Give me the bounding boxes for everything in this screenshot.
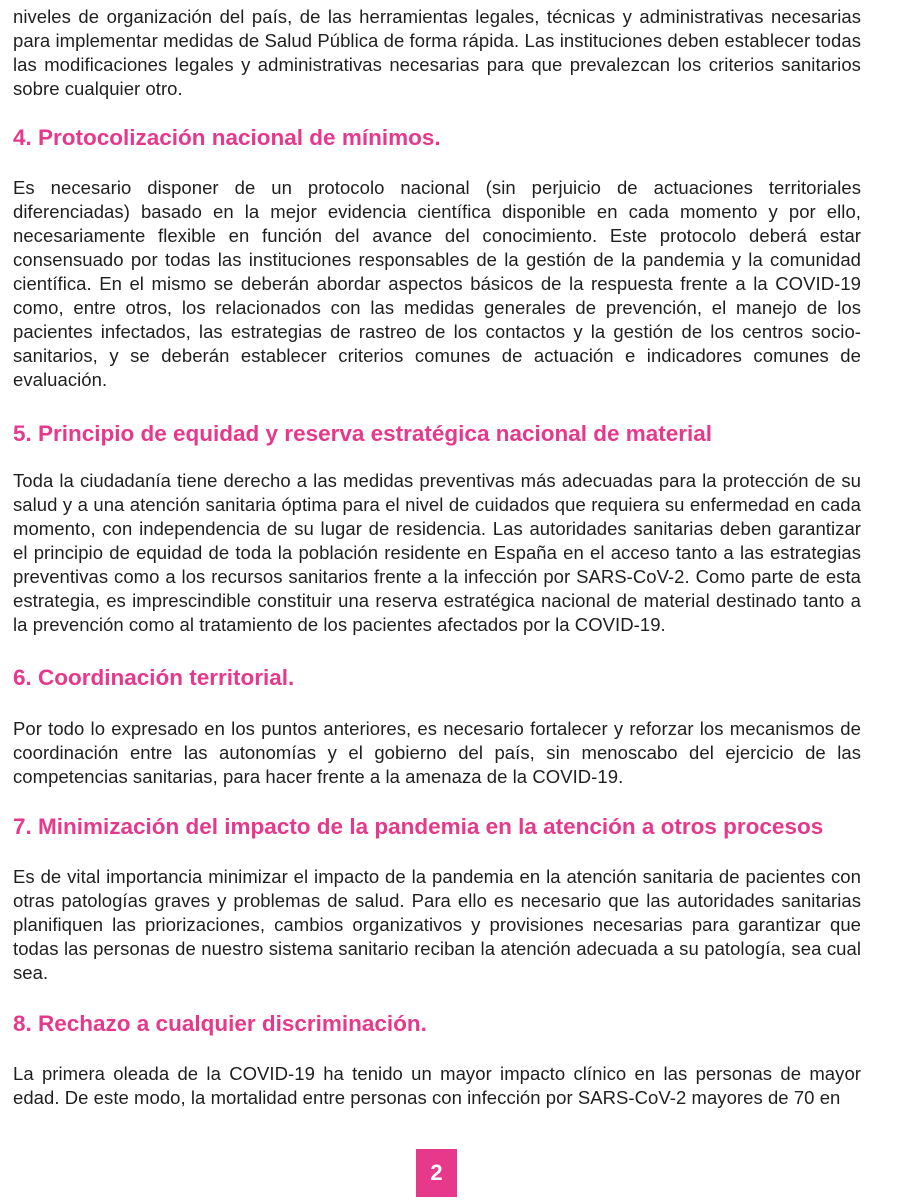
intro-paragraph: niveles de organización del país, de las herramientas legales, técnicas y administrativas necesarias para implementar medidas de Salud Pública de forma rápida. Las instituciones deben establecer todas las modificaciones legales y administrativas necesarias para que prevalezcan los criterios sanitarios sobre cualquier otro. [13,6,861,99]
section-5-heading: 5. Principio de equidad y reserva estratégica nacional de material [13,421,713,446]
section-8-paragraph: La primera oleada de la COVID-19 ha tenido un mayor impacto clínico en las personas de mayor edad. De este modo, la mortalidad entre personas con infección por SARS-CoV-2 mayores de 70 en [13,1063,861,1108]
section-6-heading: 6. Coordinación territorial. [13,665,295,690]
section-7-paragraph: Es de vital importancia minimizar el impacto de la pandemia en la atención sanitaria de pacientes con otras patologías graves y problemas de salud. Para ello es necesario que las autoridades sanitarias planifiquen las priorizaciones, cambios organizativos y provisiones necesarias para garantizar que todas las personas de nuestro sistema sanitario reciban la atención adecuada a su patología, sea cual sea. [13,866,861,983]
section-8-heading: 8. Rechazo a cualquier discriminación. [13,1011,427,1036]
page-number-badge: 2 [416,1149,457,1197]
section-5-paragraph: Toda la ciudadanía tiene derecho a las medidas preventivas más adecuadas para la protección de su salud y a una atención sanitaria óptima para el nivel de cuidados que requiera su enfermedad en cada momento, con independencia de su lugar de residencia. Las autoridades sanitarias deben garantizar el principio de equidad de toda la población residente en España en el acceso tanto a las estrategias preventivas como a los recursos sanitarios frente a la infección por SARS-CoV-2. Como parte de esta estrategia, es imprescindible constituir una reserva estratégica nacional de material destinado tanto a la prevención como al tratamiento de los pacientes afectados por la COVID-19. [13,470,861,635]
section-6-paragraph: Por todo lo expresado en los puntos anteriores, es necesario fortalecer y reforzar los mecanismos de coordinación entre las autonomías y el gobierno del país, sin menoscabo del ejercicio de las competencias sanitarias, para hacer frente a la amenaza de la COVID-19. [13,718,861,787]
section-7-heading: 7. Minimización del impacto de la pandemia en la atención a otros procesos [13,814,824,839]
section-4-paragraph: Es necesario disponer de un protocolo nacional (sin perjuicio de actuaciones territoriales diferenciadas) basado en la mejor evidencia científica disponible en cada momento y por ello, necesariamente flexible en función del avance del conocimiento. Este protocolo deberá estar consensuado por todas las instituciones responsables de la gestión de la pandemia y la comunidad científica. En el mismo se deberán abordar aspectos básicos de la respuesta frente a la COVID-19 como, entre otros, los relacionados con las medidas generales de prevención, el manejo de los pacientes infectados, las estrategias de rastreo de los contactos y la gestión de los centros socio-sanitarios, y se deberán establecer criterios comunes de actuación e indicadores comunes de evaluación. [13,177,861,390]
section-4-heading: 4. Protocolización nacional de mínimos. [13,125,441,150]
